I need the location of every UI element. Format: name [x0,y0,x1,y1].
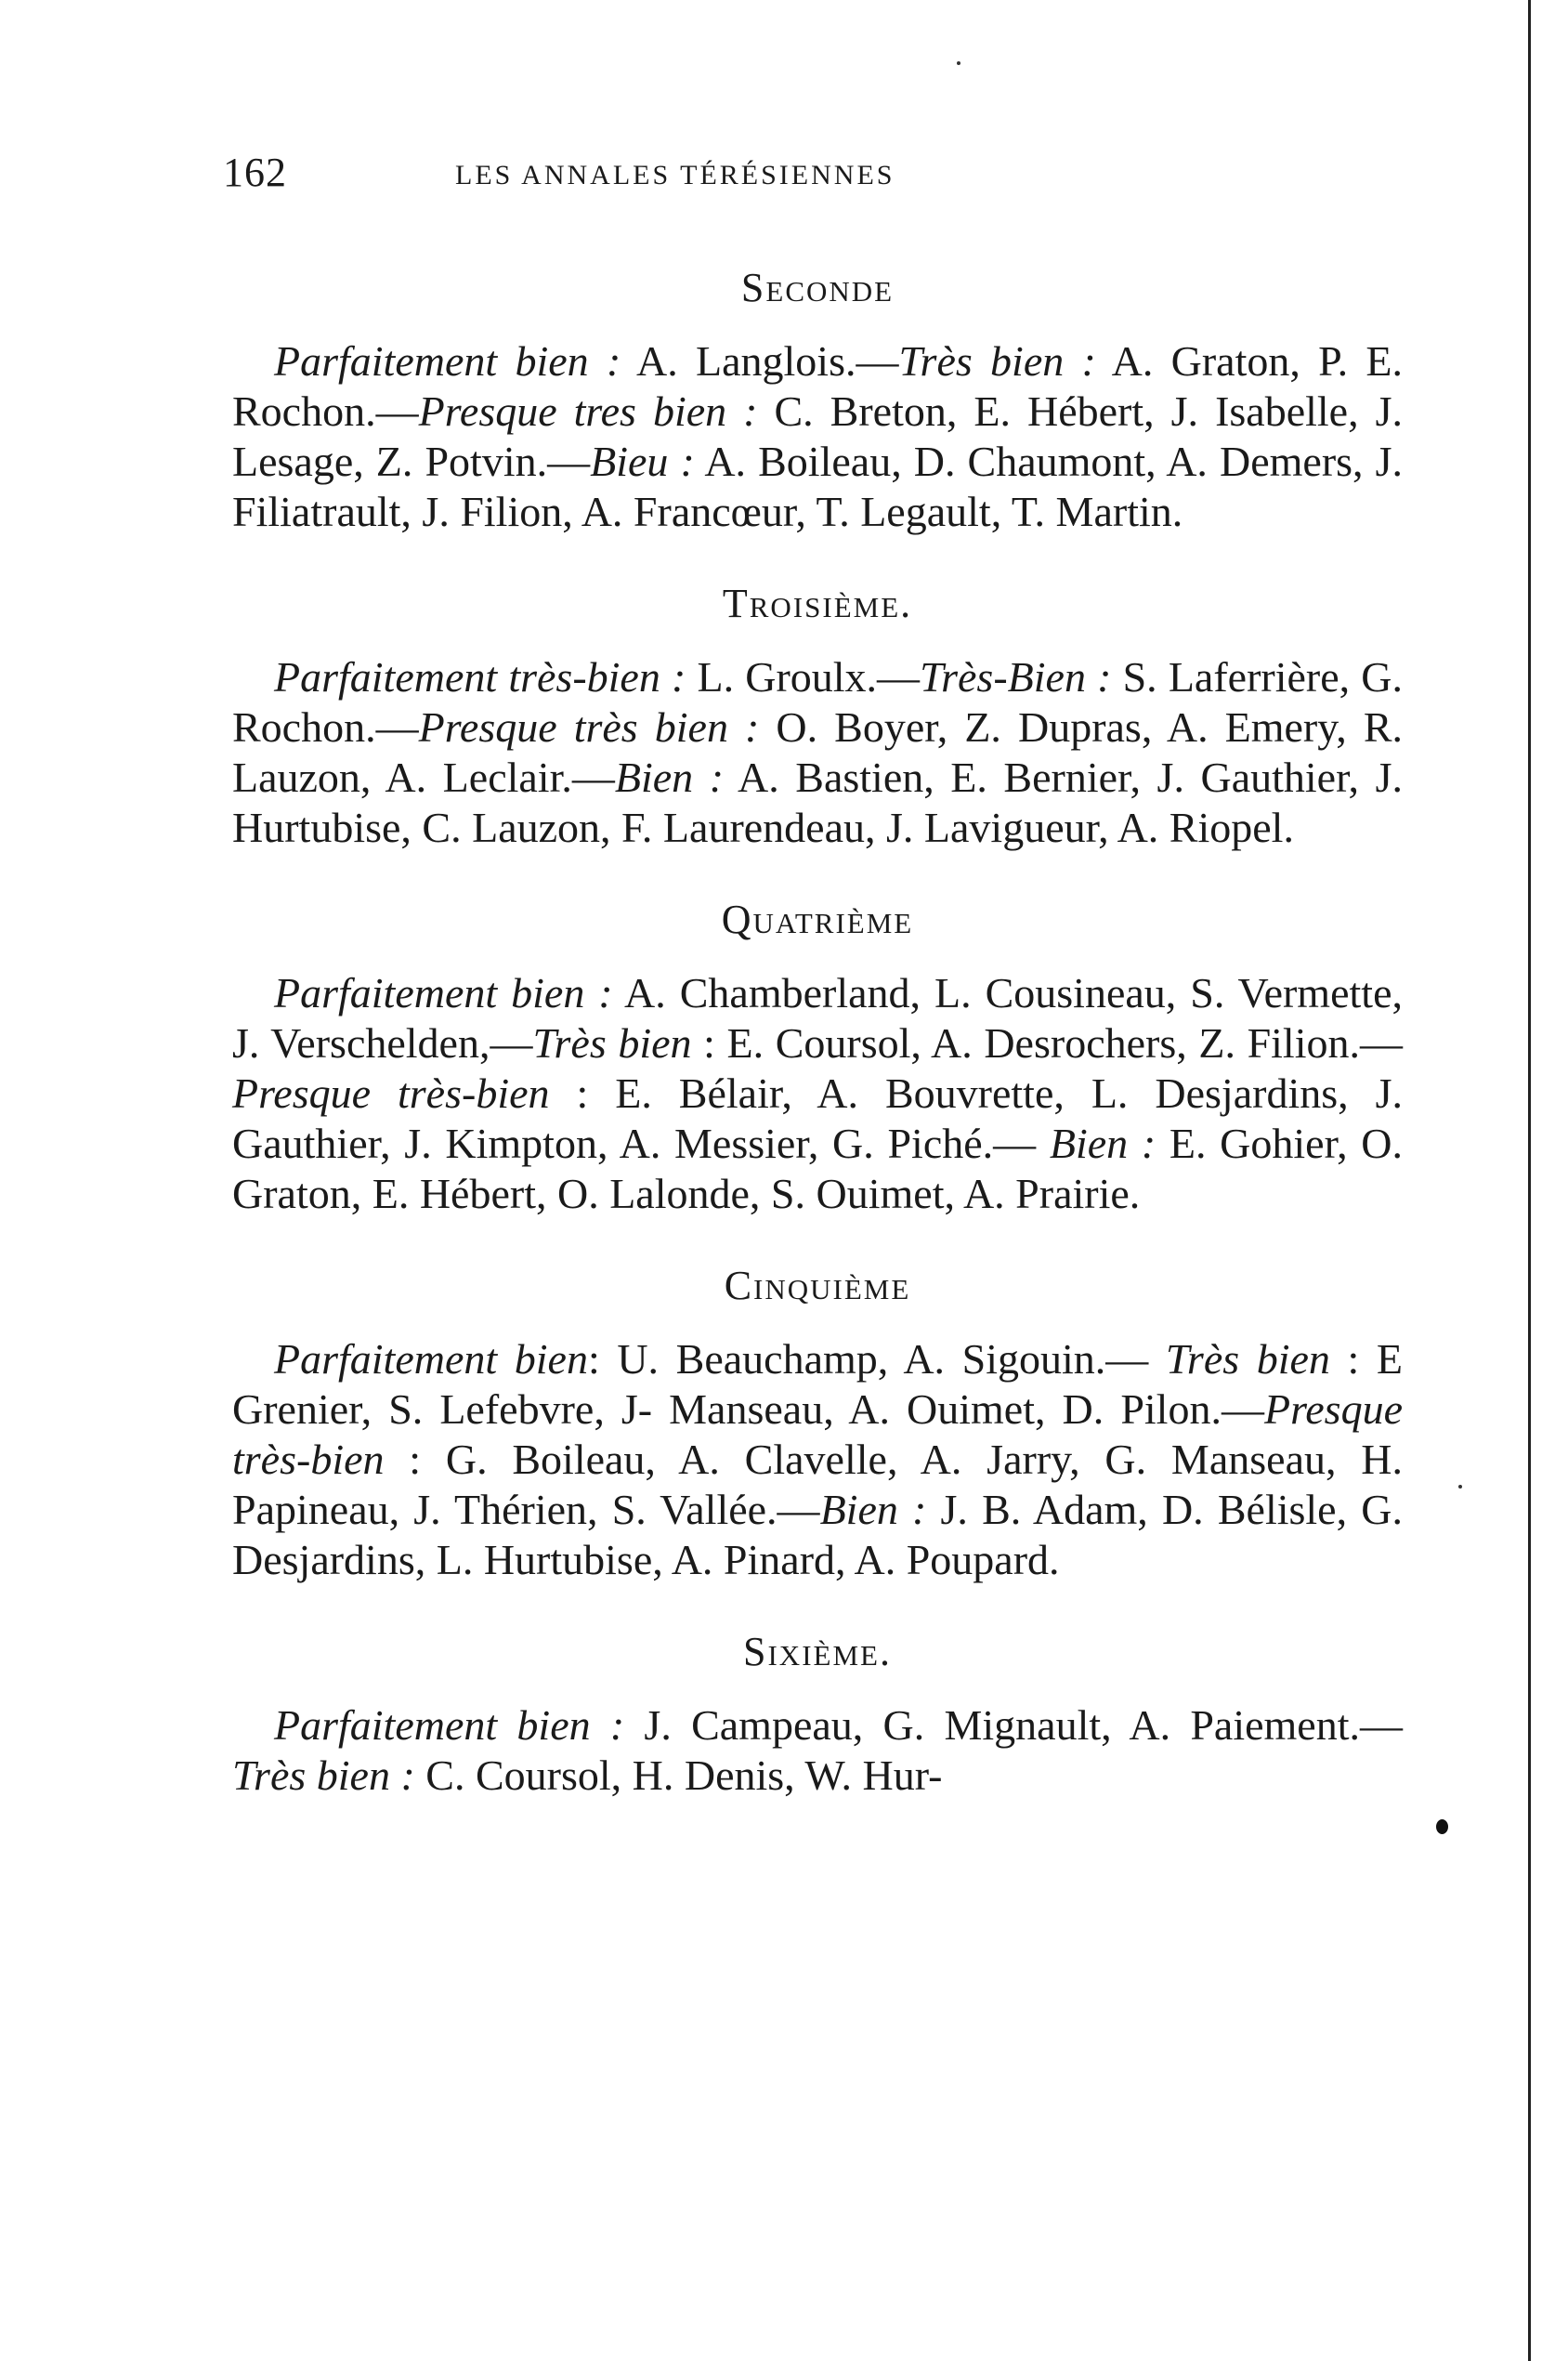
student-names: S. Laferrière, G. Rochon.— [232,653,1404,751]
student-names: E. Gohier, O. Graton, E. Hébert, O. Lalonde, S. Ouimet, A. Prairie. [232,1120,1404,1217]
student-names: O. Boyer, Z. Dupras, A. Emery, R. Lauzon, A. Leclair.— [232,703,1403,801]
student-names: L. Groulx.— [686,653,921,701]
grade-label: Presque très-bien [232,1385,1403,1483]
student-names: C. Coursol, H. Denis, W. Hur- [414,1751,943,1799]
section-title: Troisième. [722,581,913,626]
student-names: : G. Boileau, A. Clavelle, A. Jarry, G. Manseau, H. Papineau, J. Thérien, S. Vallée.— [232,1436,1403,1533]
student-names: : U. Beauchamp, A. Sigouin.— [587,1335,1166,1383]
grade-label: Presque très bien : [418,703,760,751]
student-names: : E. Coursol, A. Desrochers, Z. Filion.— [691,1019,1403,1067]
section-paragraph [232,1700,1403,1801]
grade-label: Très bien : [898,337,1096,385]
section-paragraph [232,336,1403,537]
grade-label: Parfaitement bien : [274,1701,625,1749]
student-names: A. Boileau, D. Chaumont, A. Demers, J. Filiatrault, J. Filion, A. Francœur, T. Legault, T. Martin. [232,438,1404,535]
page-number: 162 [223,150,287,195]
section-title: Cinquième [724,1263,911,1308]
student-names: A. Graton, P. E. Rochon.— [232,337,1403,435]
section-paragraph [232,1334,1403,1585]
grade-label: Presque tres bien : [418,387,758,435]
grade-label: Parfaitement très-bien : [274,653,686,701]
page-edge-line [1528,0,1531,2361]
grade-label: Presque très-bien [232,1069,550,1117]
student-names: : E Grenier, S. Lefebvre, J- Manseau, A. Ouimet, D. Pilon.— [232,1335,1403,1433]
grade-label: Très-Bien : [920,653,1112,701]
grade-label: Très bien [1165,1335,1330,1383]
section-paragraph [232,968,1403,1219]
grade-label: Bieu : [590,438,695,485]
student-names: A. Chamberland, L. Cousineau, S. Vermette, J. Verschelden,— [232,969,1403,1067]
grade-label: Bien : [614,754,725,801]
student-names: J. B. Adam, D. Bélisle, G. Desjardins, L. Hurtubise, A. Pinard, A. Poupard. [232,1486,1403,1583]
student-names: A. Bastien, E. Bernier, J. Gauthier, J. Hurtubise, C. Lauzon, F. Laurendeau, J. Lavigueur, A. Riopel. [232,754,1403,851]
grade-label: Très bien [532,1019,692,1067]
running-head: LES ANNALES TÉRÉSIENNES [455,160,895,190]
grade-label: Bien : [819,1486,927,1533]
student-names: J. Campeau, G. Mignault, A. Paiement.— [624,1701,1403,1749]
grade-label: Très bien : [232,1751,415,1799]
grade-label: Parfaitement bien [274,1335,588,1383]
print-speck [957,61,960,65]
grade-label: Bien : [1049,1120,1156,1167]
grade-label: Parfaitement bien : [274,969,613,1017]
section-title: Seconde [740,265,895,310]
section-paragraph [232,652,1403,853]
margin-mark [1436,1819,1448,1834]
grade-label: Parfaitement bien : [274,337,621,385]
page-header [223,149,1393,204]
student-names: A. Langlois.— [621,337,899,385]
section-title: Sixième. [743,1629,892,1674]
page-body [232,260,1403,1840]
print-speck [1458,1485,1462,1489]
student-names: : E. Bélair, A. Bouvrette, L. Desjardins, J. Gauthier, J. Kimpton, A. Messier, G. Piché.— [232,1069,1403,1167]
student-names: C. Breton, E. Hébert, J. Isabelle, J. Lesage, Z. Potvin.— [232,387,1404,485]
section-title: Quatrième [721,897,914,942]
